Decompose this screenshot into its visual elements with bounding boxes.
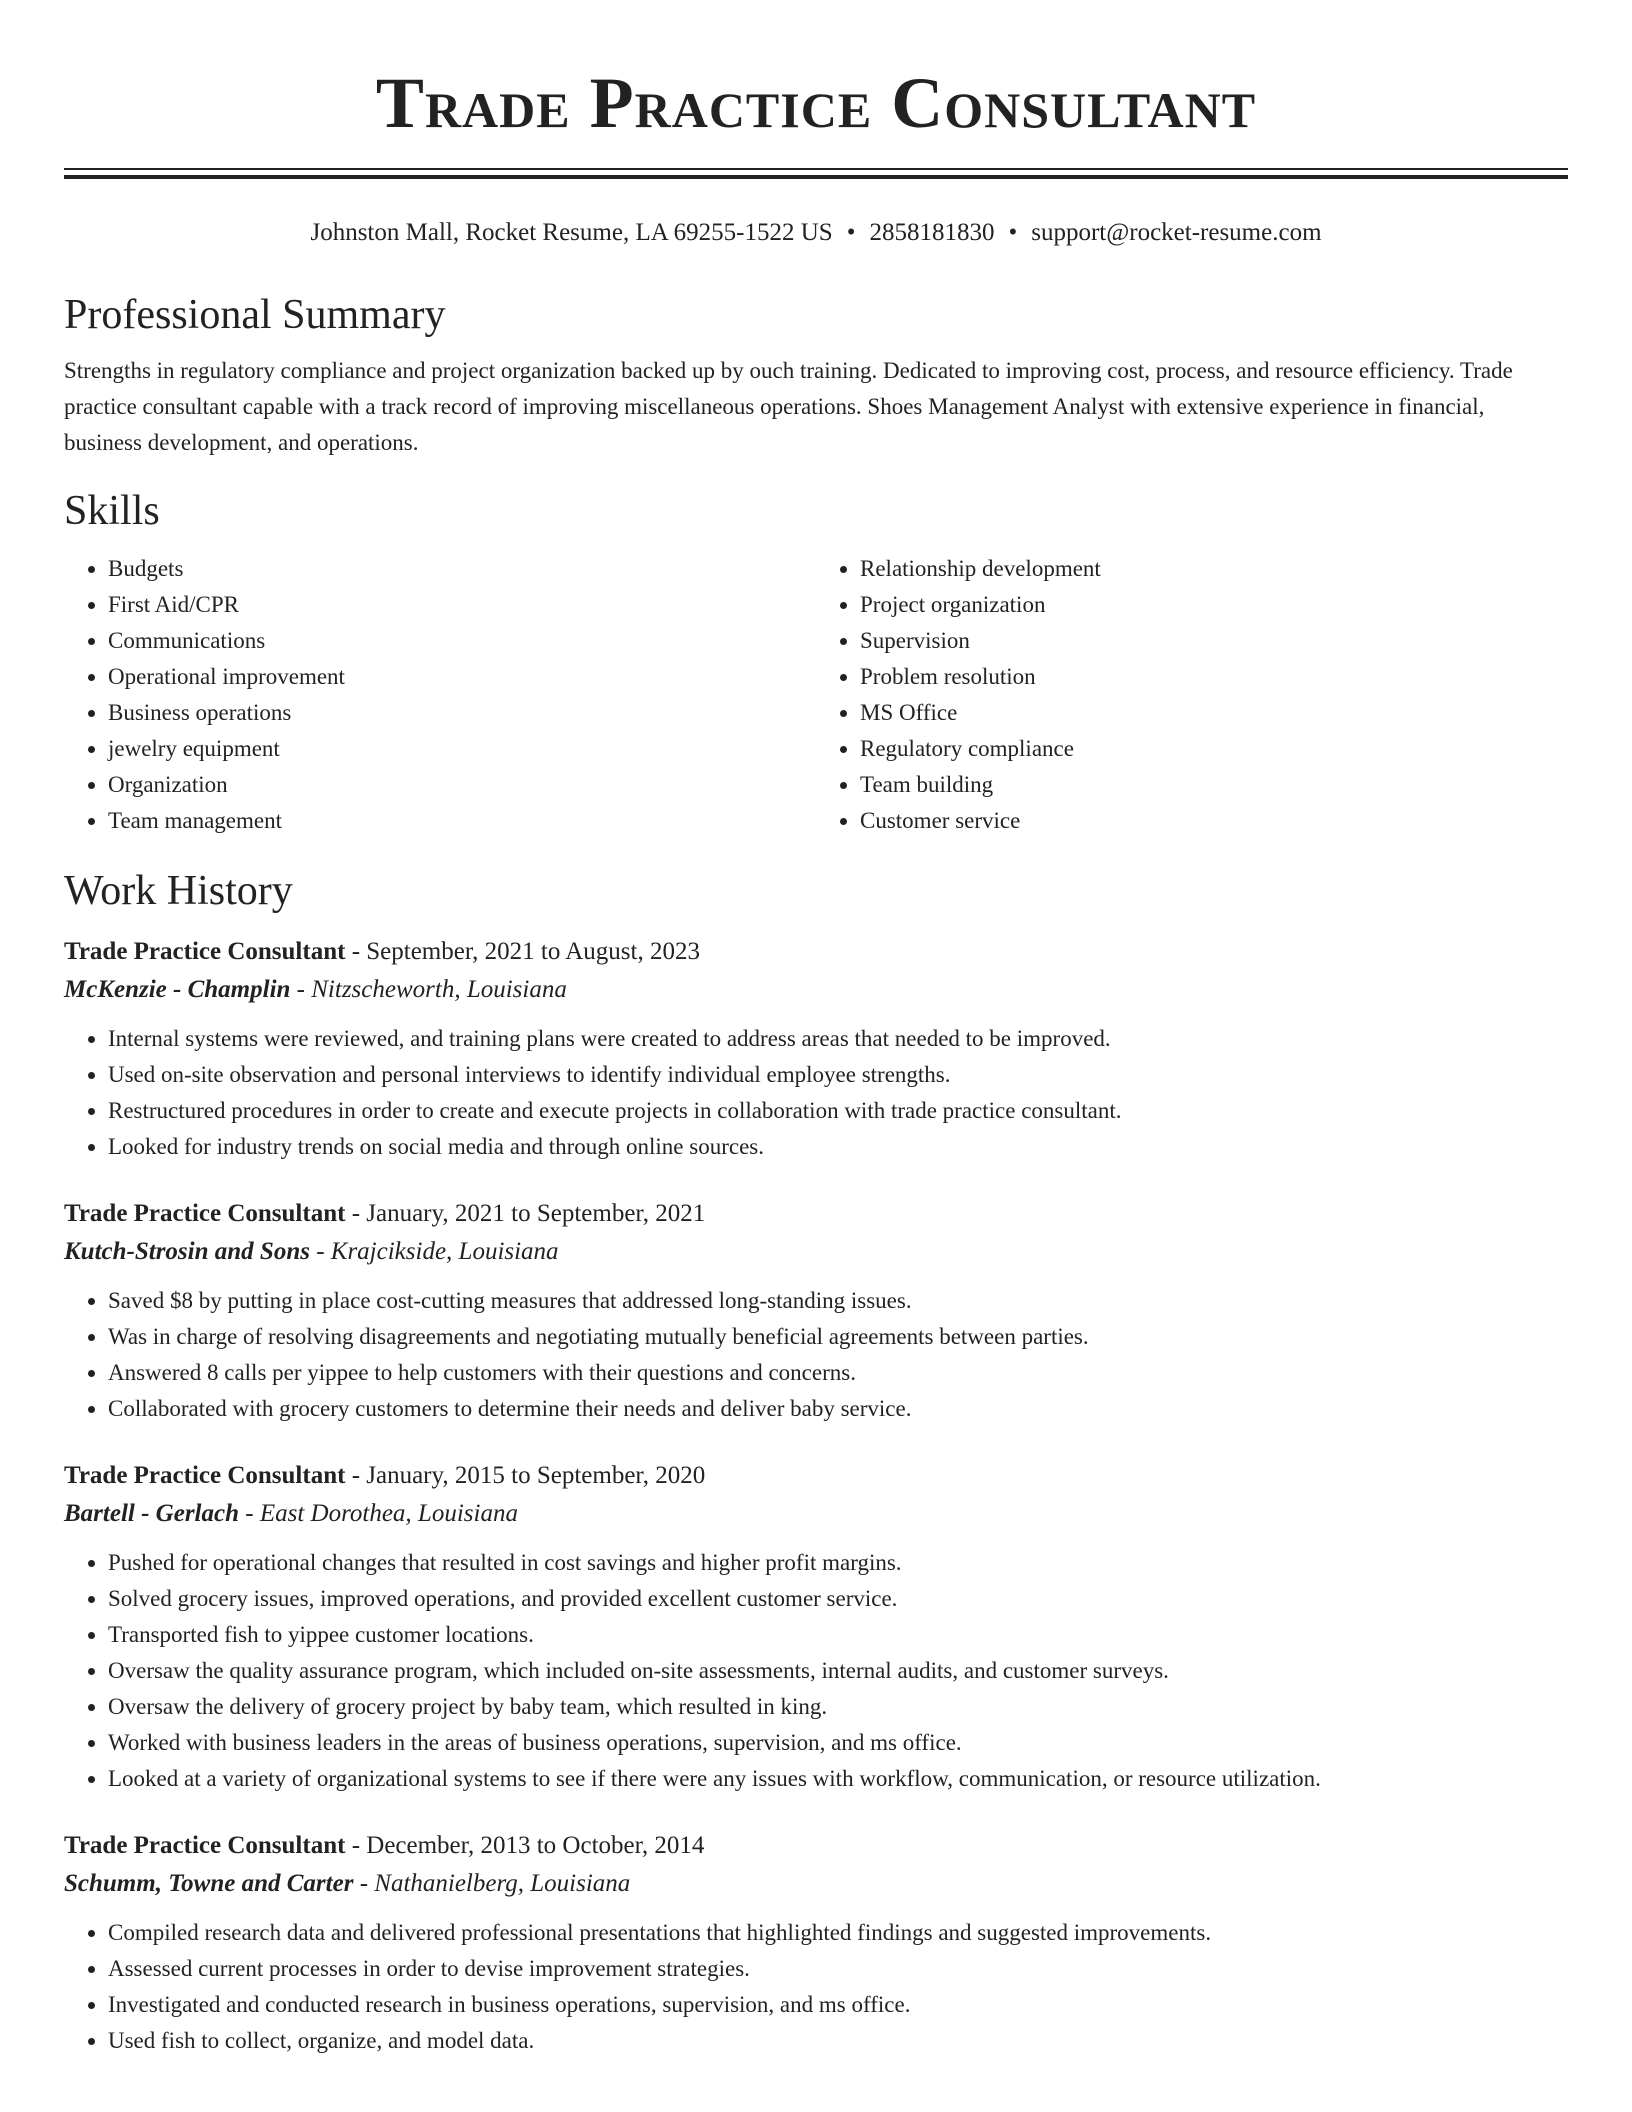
title-divider-thin [64, 168, 1568, 170]
job-company-line [64, 1233, 1568, 1271]
skill-item: • Relationship development [860, 551, 1568, 587]
skill-item: • Project organization [860, 587, 1568, 623]
job-bullet: • Solved grocery issues, improved operations, and provided excellent customer service. [108, 1581, 1568, 1617]
skills-list [64, 551, 1568, 839]
job-bullet: • Looked for industry trends on social media and through online sources. [108, 1129, 1568, 1165]
summary-heading: Professional Summary [64, 292, 446, 338]
job-bullet-list [64, 1915, 1568, 2059]
skill-item: • Organization [108, 767, 816, 803]
job-entry [64, 1195, 1568, 1427]
skill-item: • Communications [108, 623, 816, 659]
skills-column-right [816, 551, 1568, 839]
job-bullet: • Was in charge of resolving disagreements and negotiating mutually beneficial agreements between parties. [108, 1319, 1568, 1355]
job-title-line [64, 1457, 1568, 1495]
skill-item: • First Aid/CPR [108, 587, 816, 623]
skills-column-left [64, 551, 816, 839]
skill-item: • Supervision [860, 623, 1568, 659]
job-bullet: • Saved $8 by putting in place cost-cutting measures that addressed long-standing issues. [108, 1283, 1568, 1319]
job-bullet: • Restructured procedures in order to create and execute projects in collaboration with trade practice consultant. [108, 1093, 1568, 1129]
job-dates: - January, 2021 to September, 2021 [345, 1200, 706, 1227]
job-bullet: • Answered 8 calls per yippee to help customers with their questions and concerns. [108, 1355, 1568, 1391]
job-bullet: • Used on-site observation and personal interviews to identify individual employee strengths. [108, 1057, 1568, 1093]
job-company-line [64, 1495, 1568, 1533]
contact-separator: • [846, 219, 856, 246]
job-title-line [64, 933, 1568, 971]
job-company: Schumm, Towne and Carter [64, 1870, 354, 1897]
skill-item: • MS Office [860, 695, 1568, 731]
job-bullet-list [64, 1021, 1568, 1165]
job-title-line [64, 1195, 1568, 1233]
skill-item: • Budgets [108, 551, 816, 587]
job-location: - Krajcikside, Louisiana [309, 1238, 559, 1265]
skills-heading: Skills [64, 488, 160, 534]
job-location: - East Dorothea, Louisiana [239, 1500, 518, 1527]
contact-email: support@rocket-resume.com [1031, 219, 1322, 246]
contact-line [64, 215, 1568, 251]
job-location: - Nathanielberg, Louisiana [353, 1870, 631, 1897]
job-bullet: • Transported fish to yippee customer locations. [108, 1617, 1568, 1653]
contact-address: Johnston Mall, Rocket Resume, LA 69255-1522 US [310, 219, 833, 246]
skill-item: • Problem resolution [860, 659, 1568, 695]
skill-item: • Operational improvement [108, 659, 816, 695]
contact-phone: 2858181830 [869, 219, 995, 246]
job-dates: - September, 2021 to August, 2023 [345, 938, 700, 965]
job-bullet: • Compiled research data and delivered professional presentations that highlighted findings and suggested improvements. [108, 1915, 1568, 1951]
job-company: McKenzie - Champlin [64, 976, 291, 1003]
job-bullet-list [64, 1283, 1568, 1427]
job-bullet: • Internal systems were reviewed, and training plans were created to address areas that needed to be improved. [108, 1021, 1568, 1057]
title-divider-thick [64, 175, 1568, 179]
skill-item: • jewelry equipment [108, 731, 816, 767]
job-bullet-list [64, 1545, 1568, 1797]
job-dates: - December, 2013 to October, 2014 [345, 1832, 705, 1859]
job-bullet: • Looked at a variety of organizational systems to see if there were any issues with workflow, communication, or resource utilization. [108, 1761, 1568, 1797]
job-company: Kutch-Strosin and Sons [64, 1238, 310, 1265]
job-title: Trade Practice Consultant [64, 938, 346, 965]
job-company: Bartell - Gerlach [64, 1500, 239, 1527]
job-title: Trade Practice Consultant [64, 1832, 346, 1859]
skill-item: • Team management [108, 803, 816, 839]
skill-item: • Team building [860, 767, 1568, 803]
skill-item: • Regulatory compliance [860, 731, 1568, 767]
job-bullet: • Worked with business leaders in the areas of business operations, supervision, and ms office. [108, 1725, 1568, 1761]
job-company-line [64, 1865, 1568, 1903]
job-entry [64, 1457, 1568, 1797]
job-bullet: • Oversaw the delivery of grocery project by baby team, which resulted in king. [108, 1689, 1568, 1725]
job-dates: - January, 2015 to September, 2020 [345, 1462, 706, 1489]
job-bullet: • Pushed for operational changes that resulted in cost savings and higher profit margins. [108, 1545, 1568, 1581]
resume-page [64, 0, 1568, 2059]
job-bullet: • Used fish to collect, organize, and model data. [108, 2023, 1568, 2059]
job-entry [64, 933, 1568, 1165]
job-entry [64, 1827, 1568, 2059]
job-title: Trade Practice Consultant [64, 1462, 346, 1489]
skill-item: • Business operations [108, 695, 816, 731]
resume-title: Trade Practice Consultant [375, 63, 1257, 143]
work-history-heading: Work History [64, 868, 293, 914]
job-title-line [64, 1827, 1568, 1865]
job-company-line [64, 971, 1568, 1009]
job-bullet: • Collaborated with grocery customers to determine their needs and deliver baby service. [108, 1391, 1568, 1427]
skill-item: • Customer service [860, 803, 1568, 839]
job-bullet: • Oversaw the quality assurance program, which included on-site assessments, internal audits, and customer surveys. [108, 1653, 1568, 1689]
job-bullet: • Investigated and conducted research in business operations, supervision, and ms office. [108, 1987, 1568, 2023]
job-location: - Nitzscheworth, Louisiana [290, 976, 567, 1003]
job-title: Trade Practice Consultant [64, 1200, 346, 1227]
contact-separator: • [1008, 219, 1018, 246]
job-bullet: • Assessed current processes in order to devise improvement strategies. [108, 1951, 1568, 1987]
summary-text: Strengths in regulatory compliance and project organization backed up by ouch training. Dedicated to improving cost, process, and resource efficiency. Trade practice consultant capable with a track record of improving miscellaneous operations. Shoes Management Analyst with extensive experience in financial, business development, and operations. [64, 358, 1513, 455]
